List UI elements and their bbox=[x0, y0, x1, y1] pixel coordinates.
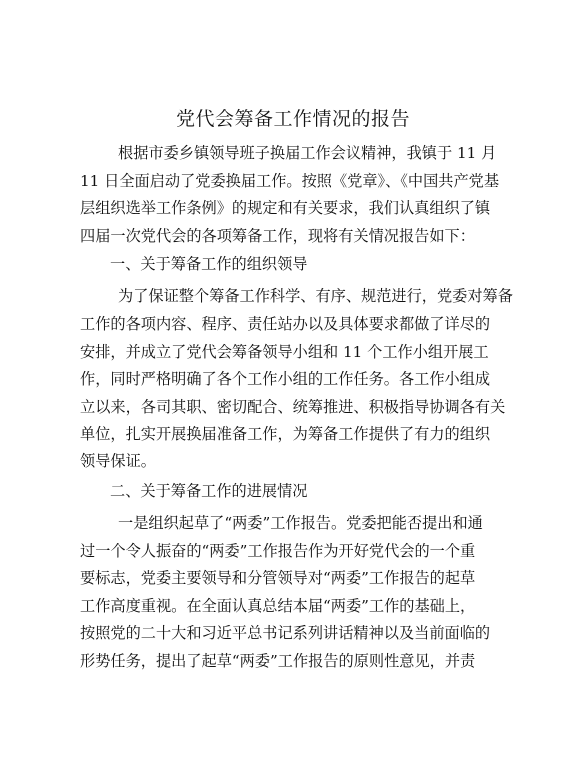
section2-line-3: 要标志，党委主要领导和分管领导对“两委”工作报告的起草 bbox=[80, 569, 476, 587]
section1-line-2: 工作的各项内容、程序、责任站办以及具体要求都做了详尽的 bbox=[80, 315, 491, 333]
intro-line-3: 层组织选举工作条例》的规定和有关要求，我们认真组织了镇 bbox=[80, 199, 491, 217]
section1-line-7: 领导保证。 bbox=[80, 452, 156, 470]
section2-heading: 二、关于筹备工作的进展情况 bbox=[110, 482, 308, 500]
intro-line-2: 11 日全面启动了党委换届工作。按照《党章》、《中国共产党基 bbox=[80, 172, 500, 190]
section2-line-2: 过一个令人振奋的“两委”工作报告作为开好党代会的一个重 bbox=[80, 542, 476, 560]
section1-line-3: 安排，并成立了党代会筹备领导小组和 11 个工作小组开展工 bbox=[80, 343, 489, 361]
section2-line-4: 工作高度重视。在全面认真总结本届“两委”工作的基础上， bbox=[80, 597, 476, 615]
intro-line-4: 四届一次党代会的各项筹备工作，现将有关情况报告如下： bbox=[80, 227, 475, 245]
section1-heading: 一、关于筹备工作的组织领导 bbox=[110, 255, 308, 273]
document-title: 党代会筹备工作情况的报告 bbox=[175, 108, 410, 130]
section1-line-1: 为了保证整个筹备工作科学、有序、规范进行，党委对筹备 bbox=[118, 287, 513, 305]
section2-line-6: 形势任务，提出了起草“两委”工作报告的原则性意见，并责 bbox=[80, 652, 476, 670]
section1-line-5: 立以来，各司其职、密切配合、统筹推进、积极指导协调各有关 bbox=[80, 398, 506, 416]
intro-line-1: 根据市委乡镇领导班子换届工作会议精神，我镇于 11 月 bbox=[118, 144, 497, 162]
section2-line-5: 按照党的二十大和习近平总书记系列讲话精神以及当前面临的 bbox=[80, 624, 491, 642]
section1-line-6: 单位，扎实开展换届准备工作，为筹备工作提供了有力的组织 bbox=[80, 425, 491, 443]
section2-line-1: 一是组织起草了“两委”工作报告。党委把能否提出和通 bbox=[118, 514, 483, 532]
section1-line-4: 作，同时严格明确了各个工作小组的工作任务。各工作小组成 bbox=[80, 370, 491, 388]
